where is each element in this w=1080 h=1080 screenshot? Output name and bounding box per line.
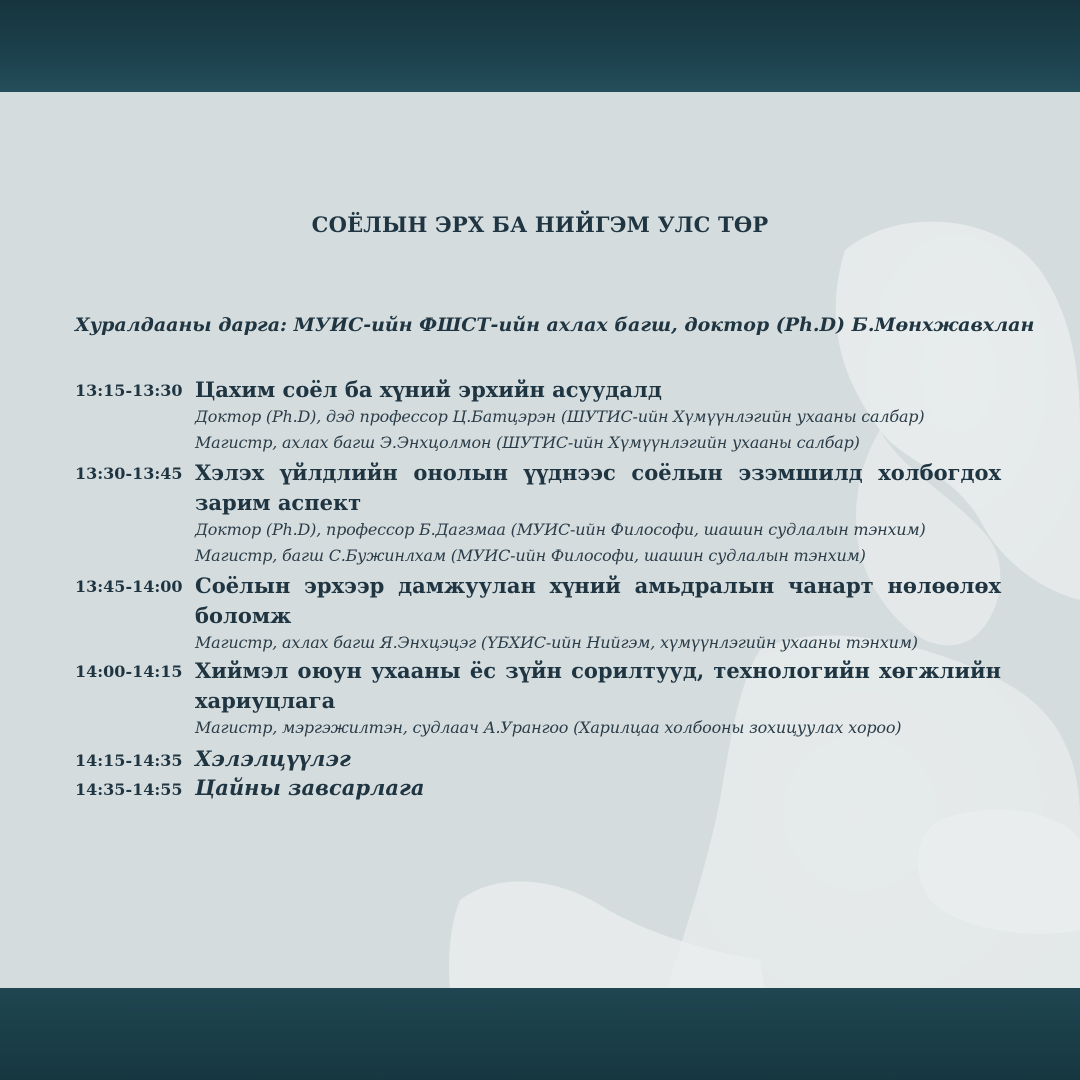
schedule-topic: Хэлэлцүүлэг — [195, 746, 351, 771]
schedule-topic: Хэлэх үйлдлийн онолын үүднээс соёлын эзэмшилд холбогдох зарим аспект — [195, 460, 1001, 515]
schedule-speaker: Доктор (Ph.D), дэд профессор Ц.Батцэрэн (ШУТИС-ийн Хүмүүнлэгийн ухааны салбар) — [195, 407, 925, 426]
schedule-topic: Цайны завсарлага — [195, 775, 425, 800]
schedule-topic: Цахим соёл ба хүний эрхийн асуудалд — [195, 377, 662, 402]
schedule-time: 14:00-14:15 — [75, 662, 183, 681]
schedule-speaker: Магистр, ахлах багш Э.Энхцолмон (ШУТИС-ийн Хүмүүнлэгийн ухааны салбар) — [195, 433, 860, 452]
schedule-time: 13:15-13:30 — [75, 381, 183, 400]
schedule-topic: Хиймэл оюун ухааны ёс зүйн сорилтууд, технологийн хөгжлийн хариуцлага — [195, 658, 1001, 713]
schedule-speaker: Магистр, ахлах багш Я.Энхцэцэг (ҮБХИС-ийн Нийгэм, хүмүүнлэгийн ухааны тэнхим) — [195, 633, 918, 652]
schedule-time: 14:15-14:35 — [75, 751, 183, 770]
schedule-time: 13:45-14:00 — [75, 577, 183, 596]
schedule-speaker: Магистр, мэргэжилтэн, судлаач А.Урангоо (Харилцаа холбооны зохицуулах хороо) — [195, 718, 902, 737]
schedule-topic: Соёлын эрхээр дамжуулан хүний амьдралын чанарт нөлөөлөх боломж — [195, 573, 1001, 628]
session-title: СОЁЛЫН ЭРХ БА НИЙГЭМ УЛС ТӨР — [311, 212, 769, 237]
schedule-speaker: Магистр, багш С.Бужинлхам (МУИС-ийн Философи, шашин судлалын тэнхим) — [195, 546, 866, 565]
schedule-time: 14:35-14:55 — [75, 780, 183, 799]
schedule-time: 13:30-13:45 — [75, 464, 183, 483]
schedule-speaker: Доктор (Ph.D), профессор Б.Дагзмаа (МУИС-ийн Философи, шашин судлалын тэнхим) — [195, 520, 926, 539]
session-chair: Хуралдааны дарга: МУИС-ийн ФШСТ-ийн ахлах багш, доктор (Ph.D) Б.Мөнхжавхлан — [75, 314, 1035, 336]
